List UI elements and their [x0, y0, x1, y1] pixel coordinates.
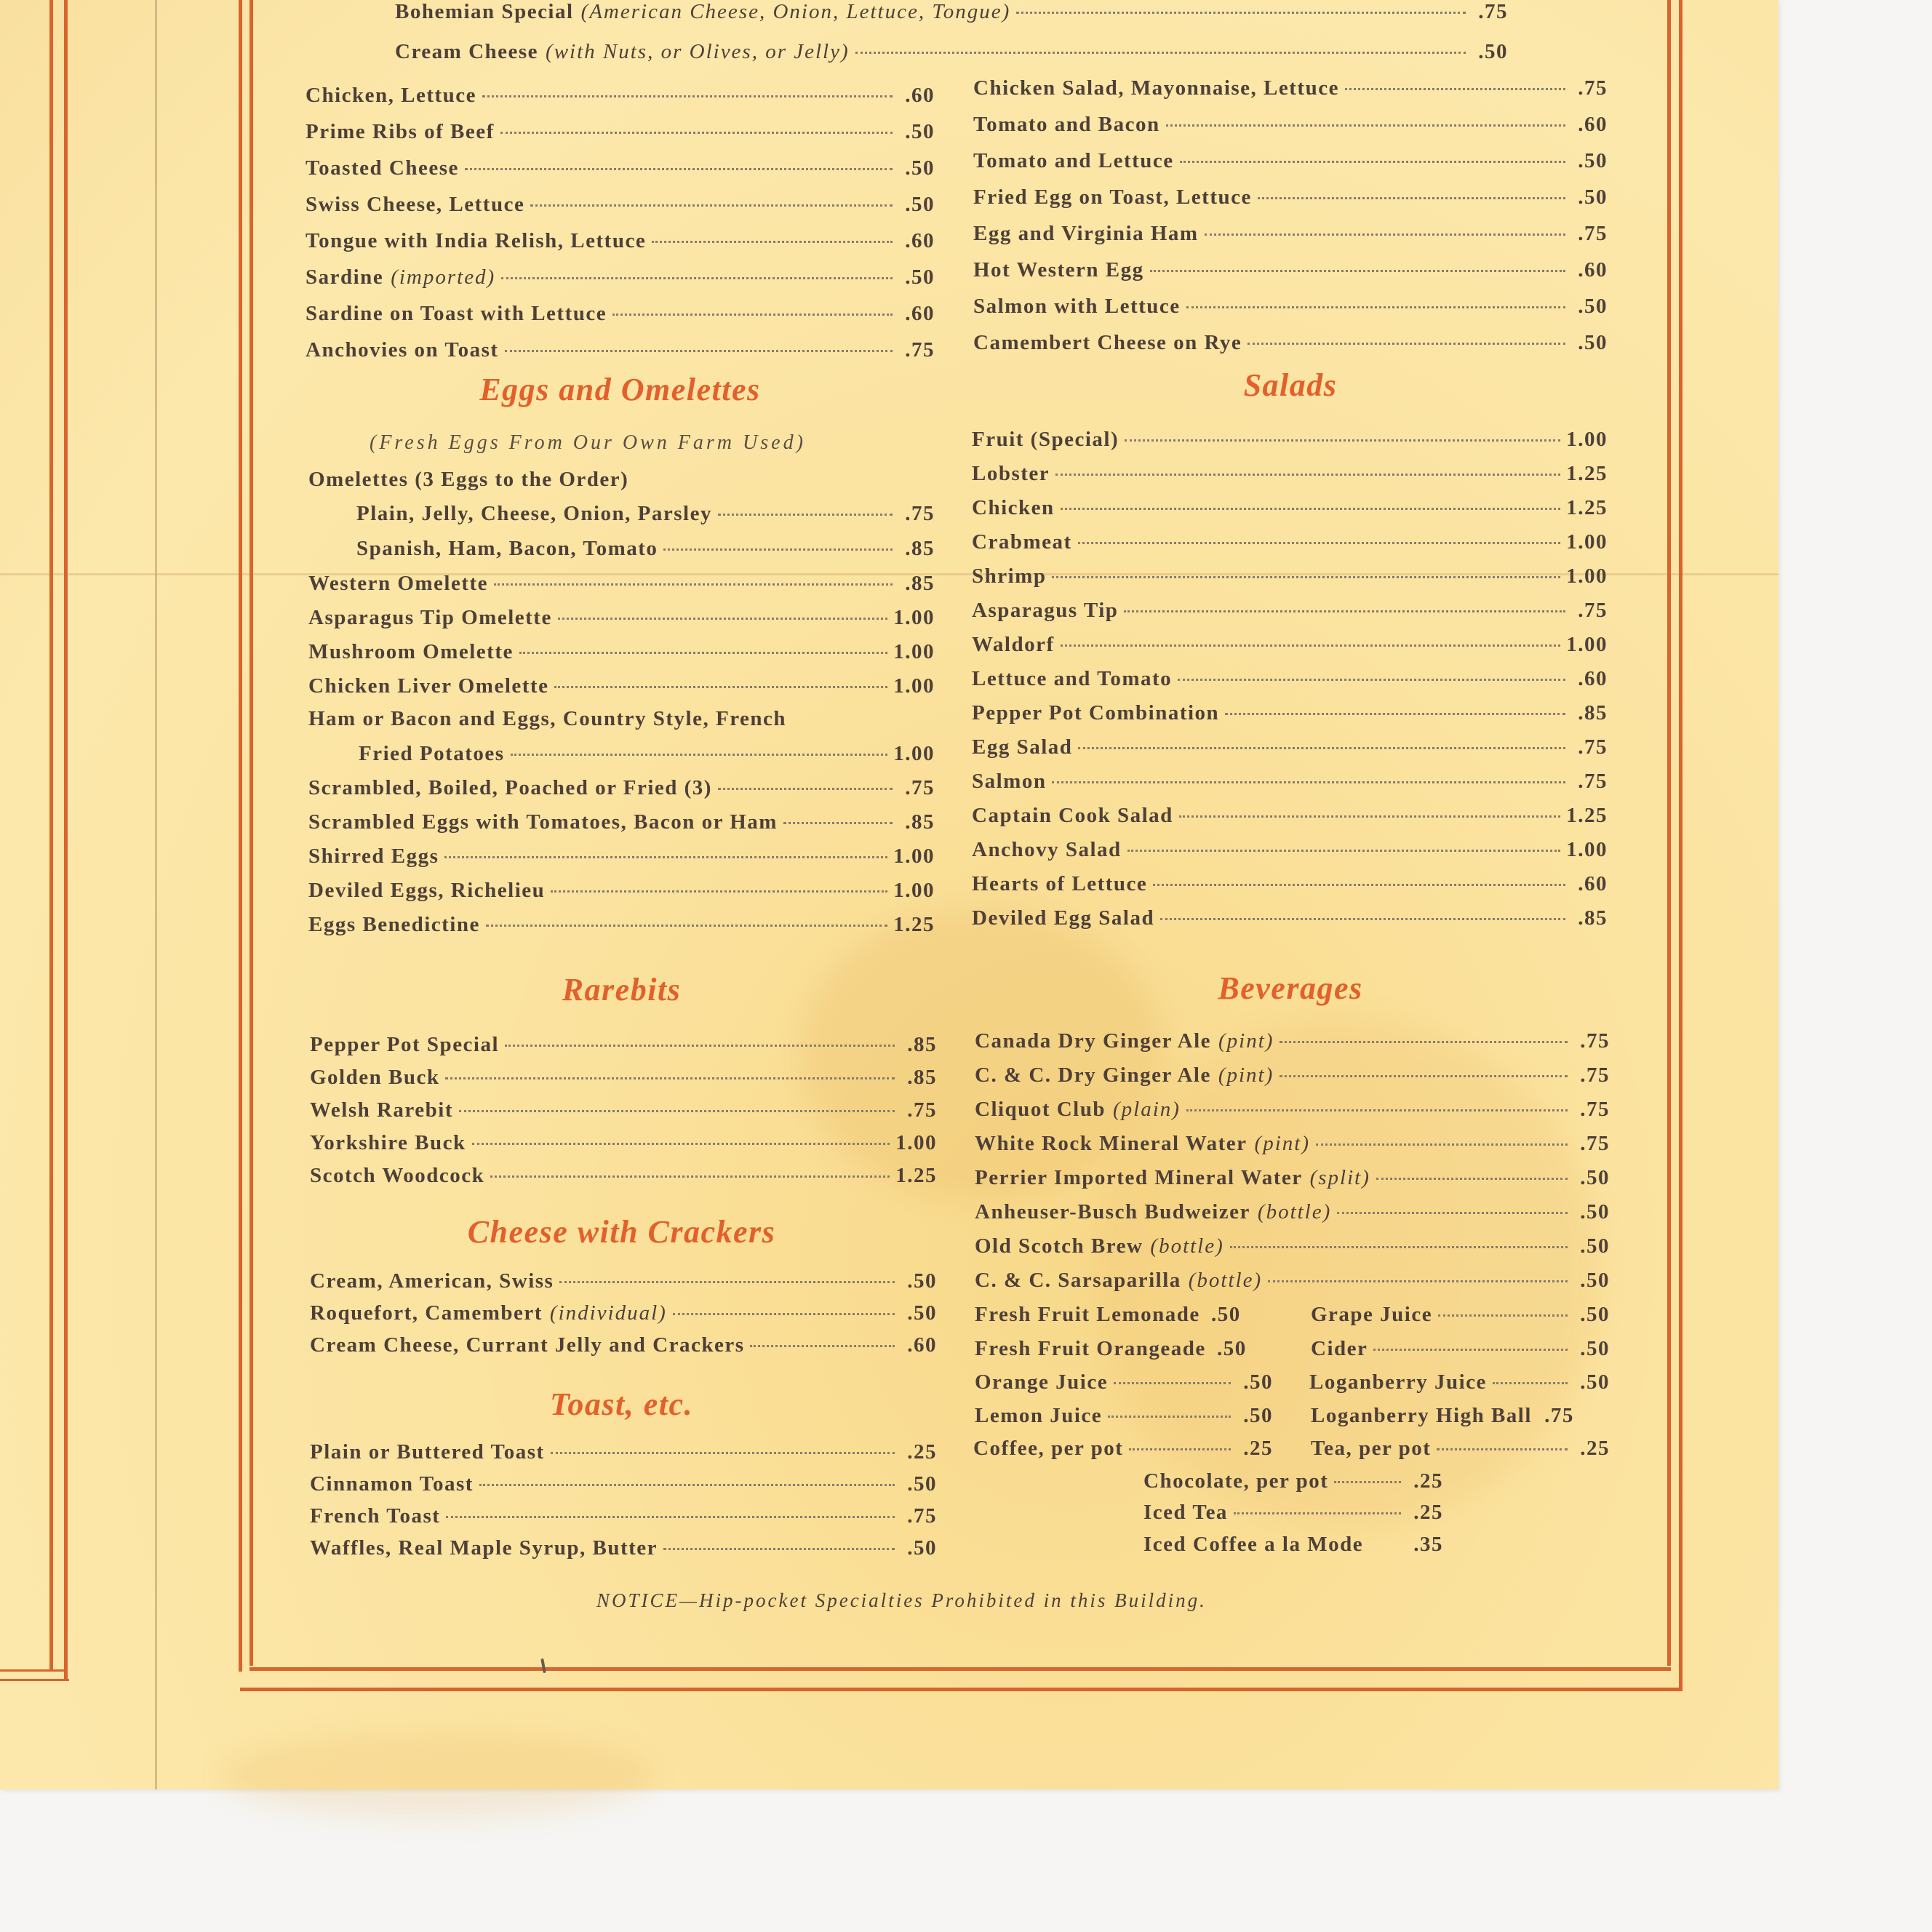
menu-item: Deviled Eggs, Richelieu 1.00: [308, 879, 935, 902]
leader-dots: [855, 52, 1466, 54]
menu-item: Crabmeat 1.00: [972, 530, 1608, 554]
menu-item: Egg Salad .75: [972, 735, 1608, 759]
leader-dots: [1437, 1448, 1568, 1450]
menu-item: Scrambled Eggs with Tomatoes, Bacon or Ham .85: [308, 810, 935, 834]
eggs-subtitle: (Fresh Eggs From Our Own Farm Used): [370, 431, 806, 454]
leader-dots: [1334, 1481, 1401, 1483]
menu-item: Captain Cook Salad 1.25: [972, 804, 1608, 827]
leader-dots: [612, 314, 893, 316]
menu-item: Swiss Cheese, Lettuce .50: [306, 193, 935, 216]
menu-item: Scrambled, Boiled, Poached or Fried (3) .75: [308, 776, 935, 799]
menu-item: Deviled Egg Salad .85: [972, 906, 1608, 930]
menu-item: Plain, Jelly, Cheese, Onion, Parsley .75: [356, 502, 935, 525]
menu-border: [240, 1688, 1682, 1691]
leader-dots: [1280, 1075, 1568, 1077]
leader-dots: [1234, 1512, 1401, 1514]
leader-dots: [505, 1045, 895, 1047]
leader-dots: [1129, 1448, 1231, 1450]
menu-item: Spanish, Ham, Bacon, Tomato .85: [356, 537, 935, 560]
menu-item: Tongue with India Relish, Lettuce .60: [306, 229, 935, 252]
menu-item: Loganberry High Ball .75: [1311, 1404, 1574, 1427]
leader-dots: [1258, 197, 1565, 199]
menu-item: Tea, per pot .25: [1311, 1437, 1610, 1460]
leader-dots: [1268, 1280, 1568, 1282]
leader-dots: [558, 618, 887, 620]
menu-item: Camembert Cheese on Rye .50: [973, 331, 1608, 354]
leader-dots: [663, 1548, 895, 1550]
menu-item: Salmon with Lettuce .50: [973, 295, 1608, 318]
fold-line: [155, 0, 157, 1789]
leader-dots: [1180, 161, 1565, 163]
menu-item: Western Omelette .85: [308, 572, 935, 595]
leader-dots: [750, 1345, 895, 1347]
leader-dots: [444, 856, 887, 858]
menu-item: Chicken Salad, Mayonnaise, Lettuce .75: [973, 76, 1608, 100]
leader-dots: [511, 754, 888, 756]
leader-dots: [1016, 12, 1466, 14]
leader-dots: [1186, 306, 1565, 308]
menu-item: Anchovy Salad 1.00: [972, 838, 1608, 861]
menu-item: Anchovies on Toast .75: [306, 338, 935, 362]
leader-dots: [1438, 1314, 1568, 1317]
leader-dots: [1205, 233, 1565, 236]
menu-item: Bohemian Special (American Cheese, Onion, Lettuce, Tongue) .75: [395, 0, 1508, 23]
menu-item: Orange Juice .50: [975, 1370, 1273, 1394]
leader-dots: [1280, 1041, 1568, 1043]
leader-dots: [519, 652, 887, 654]
menu-item: C. & C. Sarsaparilla (bottle) .50: [975, 1269, 1610, 1292]
leader-dots: [530, 204, 893, 207]
leader-dots: [554, 686, 887, 688]
left-panel-border: [49, 0, 53, 1669]
omelettes-label: Omelettes (3 Eggs to the Order): [308, 468, 629, 491]
menu-item: Fried Potatoes 1.00: [359, 742, 935, 765]
leader-dots: [1376, 1178, 1568, 1180]
leader-dots: [1248, 343, 1565, 345]
menu-border: [250, 0, 253, 1666]
menu-item: Iced Coffee a la Mode .35: [1143, 1533, 1443, 1556]
menu-item: Tomato and Bacon .60: [973, 113, 1608, 136]
leader-dots: [551, 1452, 895, 1454]
menu-item: Lobster 1.25: [972, 462, 1608, 485]
leader-dots: [1186, 1109, 1568, 1111]
water-stain: [218, 1731, 655, 1819]
menu-item: C. & C. Dry Ginger Ale (pint) .75: [975, 1063, 1610, 1087]
leader-dots: [445, 1077, 895, 1079]
menu-item: Fried Egg on Toast, Lettuce .50: [973, 185, 1608, 209]
leader-dots: [500, 132, 893, 134]
leader-dots: [446, 1516, 895, 1518]
menu-item: Shrimp 1.00: [972, 564, 1608, 588]
menu-item: Sardine (imported) .50: [306, 266, 935, 289]
leader-dots: [673, 1313, 895, 1315]
leader-dots: [783, 822, 893, 824]
leader-dots: [459, 1110, 895, 1112]
section-heading-salads: Salads: [1243, 367, 1338, 403]
menu-item: Lemon Juice .50: [975, 1404, 1273, 1427]
left-panel-border: [64, 0, 68, 1680]
menu-border: [250, 1667, 1671, 1671]
menu-item: Coffee, per pot .25: [973, 1437, 1273, 1460]
leader-dots: [718, 788, 893, 790]
leader-dots: [479, 1484, 895, 1486]
menu-item: Mushroom Omelette 1.00: [308, 640, 935, 663]
leader-dots: [1055, 474, 1560, 476]
menu-item: Fresh Fruit Orangeade .50: [975, 1337, 1247, 1360]
section-heading-rarebits: Rarebits: [562, 972, 682, 1007]
leader-dots: [1179, 815, 1560, 818]
leader-dots: [1493, 1382, 1568, 1384]
leader-dots: [1108, 1416, 1231, 1418]
leader-dots: [1125, 439, 1560, 442]
leader-dots: [718, 514, 893, 516]
menu-item: Plain or Buttered Toast .25: [310, 1440, 937, 1464]
menu-item: French Toast .75: [310, 1504, 937, 1528]
menu-item: Salmon .75: [972, 770, 1608, 793]
menu-item: Chicken Liver Omelette 1.00: [308, 674, 935, 698]
menu-item: Hot Western Egg .60: [973, 258, 1608, 282]
leader-dots: [486, 925, 887, 927]
leader-dots: [465, 168, 893, 170]
leader-dots: [1225, 713, 1565, 715]
leader-dots: [1316, 1143, 1568, 1146]
leader-dots: [1114, 1382, 1231, 1384]
leader-dots: [1124, 610, 1565, 612]
menu-item: Perrier Imported Mineral Water (split) .50: [975, 1166, 1610, 1189]
menu-item: Egg and Virginia Ham .75: [973, 222, 1608, 245]
leader-dots: [1127, 850, 1561, 852]
leader-dots: [1337, 1212, 1568, 1214]
section-heading-beverages: Beverages: [1218, 970, 1363, 1006]
leader-dots: [559, 1281, 895, 1283]
section-heading-cheese: Cheese with Crackers: [467, 1214, 776, 1250]
leader-dots: [1345, 88, 1565, 90]
left-panel-border: [0, 1669, 65, 1672]
section-heading-toast: Toast, etc.: [550, 1386, 693, 1422]
menu-item: Yorkshire Buck 1.00: [310, 1131, 937, 1154]
menu-item: Shirred Eggs 1.00: [308, 845, 935, 868]
menu-item: Cream, American, Swiss .50: [310, 1269, 937, 1293]
menu-item: Eggs Benedictine 1.25: [308, 913, 935, 936]
menu-item: Prime Ribs of Beef .50: [306, 120, 935, 143]
menu-item: Anheuser-Busch Budweizer (bottle) .50: [975, 1200, 1610, 1224]
menu-item: Lettuce and Tomato .60: [972, 667, 1608, 690]
menu-item: Cider .50: [1311, 1337, 1610, 1360]
menu-item: Waffles, Real Maple Syrup, Butter .50: [310, 1536, 937, 1560]
menu-item: Pepper Pot Special .85: [310, 1033, 937, 1056]
leader-dots: [1178, 679, 1565, 681]
menu-item: Loganberry Juice .50: [1309, 1370, 1610, 1394]
menu-item: Golden Buck .85: [310, 1066, 937, 1089]
leader-dots: [1052, 576, 1560, 578]
leader-dots: [652, 241, 893, 243]
leader-dots: [1078, 542, 1561, 544]
leader-dots: [663, 548, 893, 551]
leader-dots: [1373, 1349, 1568, 1351]
menu-item: Roquefort, Camembert (individual) .50: [310, 1301, 937, 1325]
leader-dots: [472, 1143, 890, 1145]
leader-dots: [551, 890, 887, 893]
leader-dots: [1150, 270, 1565, 272]
leader-dots: [1078, 747, 1565, 749]
leader-dots: [1052, 781, 1565, 783]
left-panel-border: [0, 1679, 69, 1681]
menu-item: Chocolate, per pot .25: [1143, 1469, 1443, 1493]
menu-item: Iced Tea .25: [1143, 1501, 1443, 1524]
leader-dots: [505, 350, 893, 352]
leader-dots: [482, 95, 893, 97]
menu-item: Asparagus Tip .75: [972, 599, 1608, 622]
menu-item: Welsh Rarebit .75: [310, 1098, 937, 1122]
notice-text: NOTICE—Hip-pocket Specialties Prohibited in this Building.: [596, 1589, 1207, 1611]
menu-item: Chicken, Lettuce .60: [306, 84, 935, 107]
menu-item: White Rock Mineral Water (pint) .75: [975, 1132, 1610, 1155]
leader-dots: [1230, 1246, 1568, 1248]
menu-border: [1667, 0, 1671, 1666]
leader-dots: [501, 277, 893, 279]
leader-dots: [490, 1175, 890, 1178]
menu-item: Fresh Fruit Lemonade .50: [975, 1303, 1241, 1326]
menu-item: Tomato and Lettuce .50: [973, 149, 1608, 172]
menu-item: Toasted Cheese .50: [306, 156, 935, 180]
menu-item: Sardine on Toast with Lettuce .60: [306, 302, 935, 325]
leader-dots: [1061, 508, 1561, 510]
menu-item: Pepper Pot Combination .85: [972, 701, 1608, 724]
menu-item: Scotch Woodcock 1.25: [310, 1164, 937, 1187]
leader-dots: [494, 583, 893, 586]
leader-dots: [1061, 644, 1561, 647]
menu-item: Grape Juice .50: [1311, 1303, 1610, 1326]
leader-dots: [1153, 884, 1565, 886]
menu-item: Canada Dry Ginger Ale (pint) .75: [975, 1029, 1610, 1053]
menu-border: [239, 0, 242, 1672]
menu-border: [1679, 0, 1682, 1688]
menu-item: Cream Cheese (with Nuts, or Olives, or Jelly) .50: [395, 40, 1508, 63]
menu-item: Cream Cheese, Currant Jelly and Crackers .60: [310, 1333, 937, 1357]
menu-item: Cinnamon Toast .50: [310, 1472, 937, 1496]
section-heading-eggs: Eggs and Omelettes: [479, 372, 761, 407]
menu-item: Chicken 1.25: [972, 496, 1608, 519]
menu-item: Old Scotch Brew (bottle) .50: [975, 1234, 1610, 1258]
menu-item: Cliquot Club (plain) .75: [975, 1098, 1610, 1121]
menu-item: Waldorf 1.00: [972, 633, 1608, 656]
leader-dots: [1160, 918, 1565, 920]
menu-item-line: Ham or Bacon and Eggs, Country Style, French: [308, 707, 787, 730]
menu-item: Hearts of Lettuce .60: [972, 872, 1608, 895]
menu-item: Asparagus Tip Omelette 1.00: [308, 606, 935, 629]
leader-dots: [1166, 124, 1565, 127]
menu-item: Fruit (Special) 1.00: [972, 428, 1608, 451]
